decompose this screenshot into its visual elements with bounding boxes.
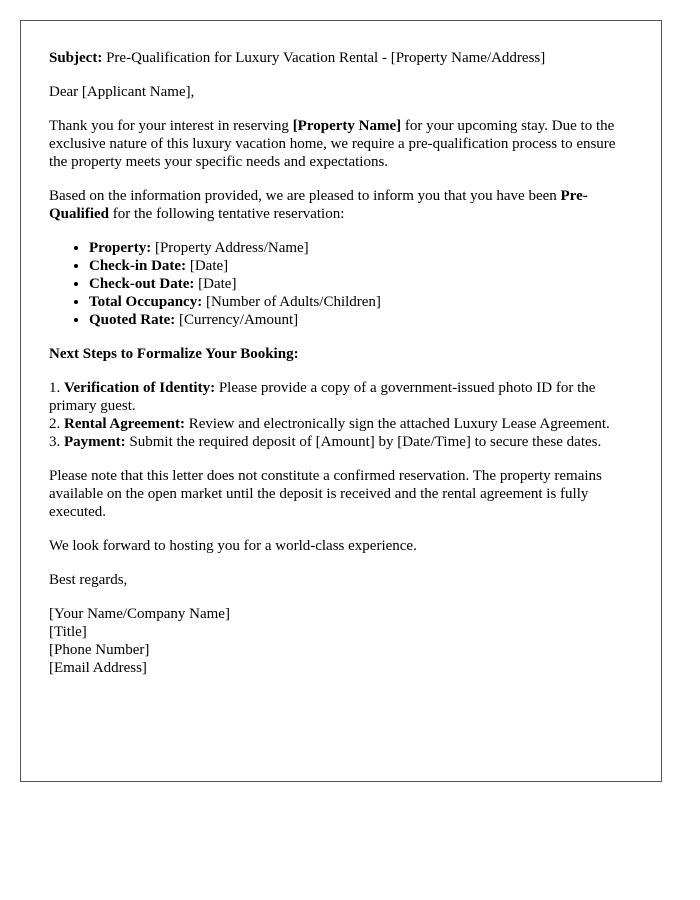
detail-property [89,239,633,257]
disclaimer-paragraph: Please note that this letter does not constitute a confirmed reservation. The property remains available on the open market until the deposit is received and the rental agreement is fully executed. [49,468,602,520]
detail-label: Quoted Rate: [89,312,176,328]
step-number: 1. [49,380,64,396]
step-item [49,415,633,433]
qualified-status: Pre-Qualified [49,188,588,222]
reservation-details-list [49,239,633,329]
step-item [49,433,633,451]
subject-label: Subject: [49,50,103,66]
qualified-after: for the following tentative reservation: [109,206,345,222]
signoff: Best regards, [49,572,128,588]
intro-after: for your upcoming stay. Due to the exclusive nature of this luxury vacation home, we require a pre-qualification process to ensure the property meets your specific needs and expectations. [49,118,616,170]
detail-check-out [89,275,633,293]
detail-value: [Date] [194,276,237,292]
detail-label: Check-out Date: [89,276,195,292]
signature-block [49,605,633,677]
step-label: Payment: [64,434,126,450]
next-steps-title: Next Steps to Formalize Your Booking: [49,346,299,362]
signature-phone: [Phone Number] [49,642,150,658]
intro-property: [Property Name] [292,118,402,134]
step-text: Please provide a copy of a government-issued photo ID for the primary guest. [49,380,596,414]
qualified-paragraph [49,187,633,223]
detail-rate [89,311,633,329]
detail-occupancy [89,293,633,311]
step-label: Rental Agreement: [64,416,185,432]
qualified-before: Based on the information provided, we are pleased to inform you that you have been [49,188,561,204]
step-item [49,379,633,415]
subject-text: Pre-Qualification for Luxury Vacation Rental - [Property Name/Address] [102,50,546,66]
step-label: Verification of Identity: [64,380,216,396]
step-number: 2. [49,416,64,432]
next-steps-list [49,379,633,451]
detail-label: Check-in Date: [89,258,187,274]
subject-line [49,49,633,67]
signature-title: [Title] [49,624,87,640]
detail-check-in [89,257,633,275]
detail-label: Total Occupancy: [89,294,203,310]
closing-line: We look forward to hosting you for a world-class experience. [49,538,417,554]
intro-before: Thank you for your interest in reserving [49,118,293,134]
intro-paragraph [49,117,633,171]
step-number: 3. [49,434,64,450]
greeting: Dear [Applicant Name], [49,84,195,100]
letter-page [20,20,662,782]
signature-email: [Email Address] [49,660,147,676]
detail-label: Property: [89,240,152,256]
step-text: Submit the required deposit of [Amount] by [Date/Time] to secure these dates. [125,434,602,450]
step-text: Review and electronically sign the attached Luxury Lease Agreement. [184,416,610,432]
detail-value: [Date] [186,258,229,274]
detail-value: [Currency/Amount] [175,312,299,328]
next-steps-heading [49,345,633,363]
detail-value: [Number of Adults/Children] [202,294,381,310]
signature-name: [Your Name/Company Name] [49,606,230,622]
detail-value: [Property Address/Name] [151,240,309,256]
